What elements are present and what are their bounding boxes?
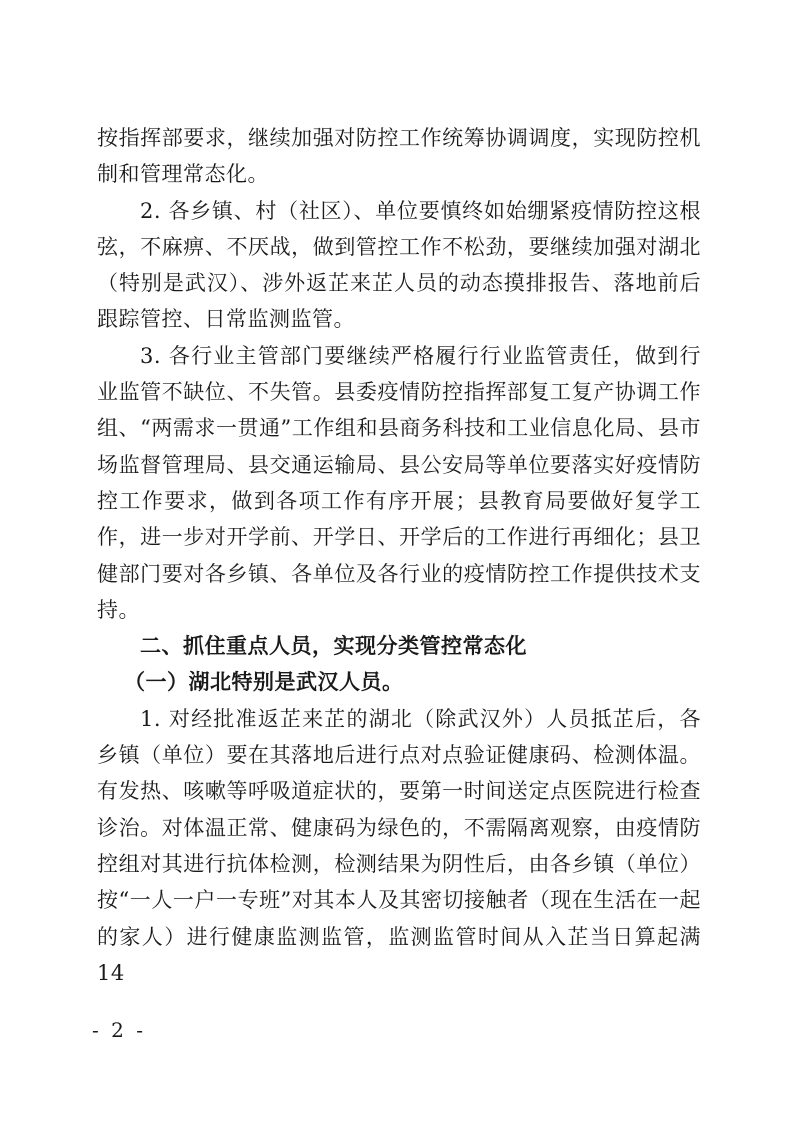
paragraph-item-2: 2. 各乡镇、村（社区）、单位要慎终如始绷紧疫情防控这根弦，不麻痹、不厌战，做到管控工作不松劲，要继续加强对湖北（特别是武汉）、涉外返芷来芷人员的动态摸排报告、落地前后跟踪管控、日常监测监管。 bbox=[97, 198, 701, 332]
section-heading: 二、抓住重点人员，实现分类管控常态化 bbox=[140, 634, 527, 659]
paragraph-item-3: 3. 各行业主管部门要继续严格履行行业监管责任，做到行业监管不缺位、不失管。县委疫情防控指挥部复工复产协调工作组、“两需求一贯通”工作组和县商务科技和工业信息化局、县市场监督管理局、县交通运输局、县公安局等单位要落实好疫情防控工作要求，做到各项工作有序开展；县教育局要做好复学工作，进一步对开学前、开学日、开学后的工作进行再细化；县卫健部门要对各乡镇、各单位及各行业的疫情防控工作提供技术支持。 bbox=[97, 343, 701, 622]
subsection-heading: （一）湖北特别是武汉人员。 bbox=[124, 669, 404, 695]
paragraph-item-1: 1. 对经批准返芷来芷的湖北（除武汉外）人员抵芷后，各乡镇（单位）要在其落地后进行点对点验证健康码、检测体温。有发热、咳嗽等呼吸道症状的，要第一时间送定点医院进行检查诊治。对体温正常、健康码为绿色的，不需隔离观察，由疫情防控组对其进行抗体检测，检测结果为阴性后，由各乡镇（单位）按“一人一户一专班”对其本人及其密切接触者（现在生活在一起的家人）进行健康监测监管，监测监管时间从入芷当日算起满14 bbox=[97, 706, 701, 985]
paragraph-continuation: 按指挥部要求，继续加强对防控工作统筹协调调度，实现防控机制和管理常态化。 bbox=[97, 126, 701, 187]
page-number: - 2 - bbox=[92, 1018, 146, 1042]
body-text bbox=[97, 120, 701, 991]
